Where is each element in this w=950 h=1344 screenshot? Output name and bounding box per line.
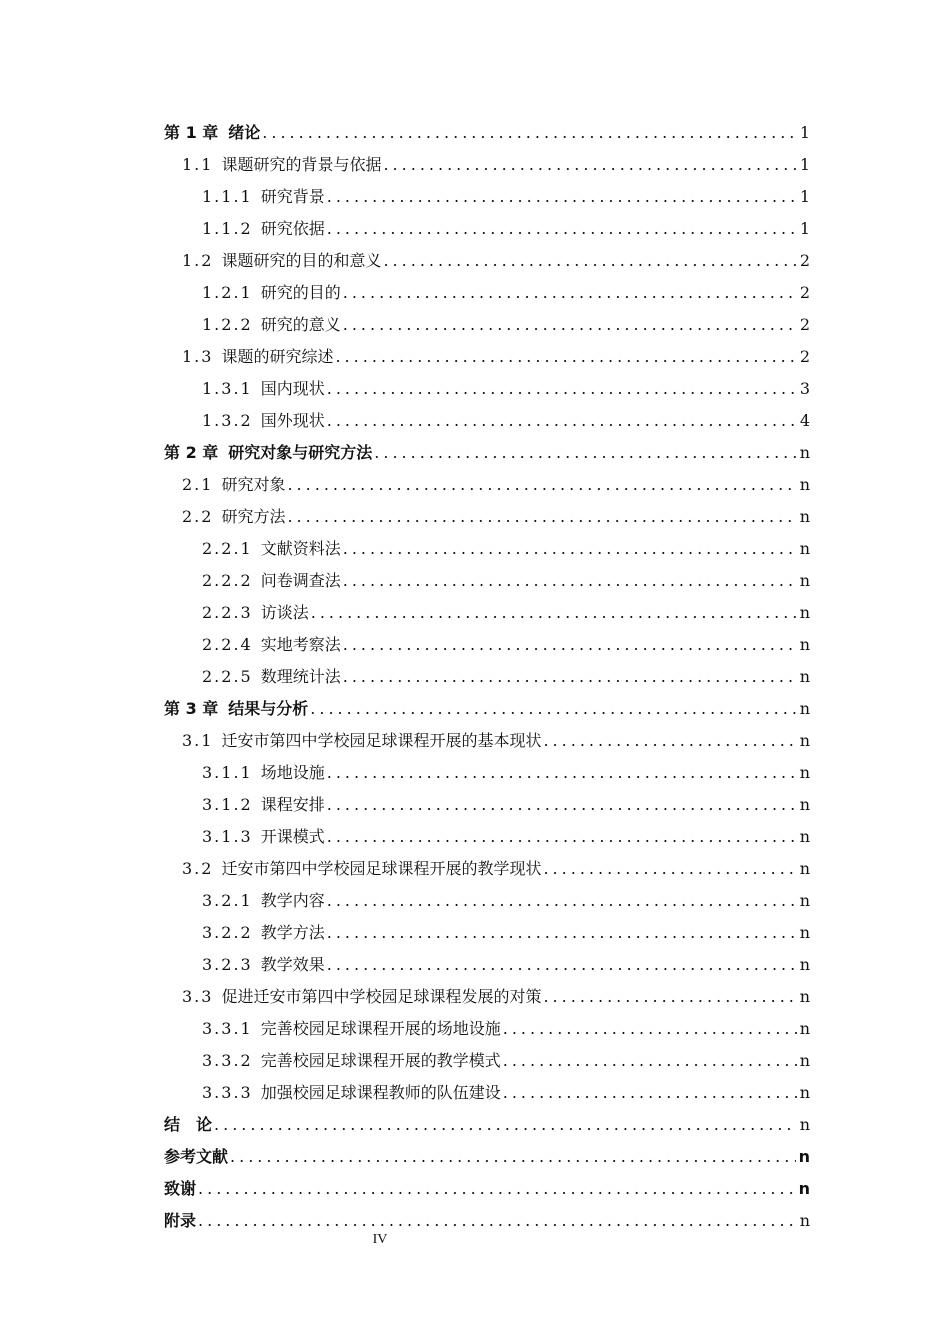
toc-entry[interactable]	[164, 1077, 810, 1109]
toc-entry[interactable]	[164, 277, 810, 309]
toc-dot-leader	[262, 117, 797, 149]
toc-entry[interactable]	[164, 885, 810, 917]
toc-entry-page: n	[799, 731, 810, 750]
toc-entry-title: 课题研究的目的和意义	[221, 251, 382, 270]
toc-entry-number: 3.3.3	[202, 1083, 253, 1102]
toc-dot-leader	[543, 725, 796, 757]
toc-entry-number: 3.2	[182, 859, 214, 878]
toc-entry-title: 开课模式	[260, 827, 325, 846]
toc-entry-page: n	[799, 1051, 810, 1070]
toc-entry-title: 研究对象	[221, 475, 286, 494]
toc-entry-number: 2.2.3	[202, 603, 253, 622]
toc-entry-page: n	[799, 827, 810, 846]
toc-entry-page: n	[799, 891, 810, 910]
toc-entry-title: 迁安市第四中学校园足球课程开展的基本现状	[221, 731, 542, 750]
toc-entry-title: 教学方法	[260, 923, 325, 942]
toc-entry-number: 2.2.4	[202, 635, 253, 654]
toc-entry[interactable]	[164, 373, 810, 405]
toc-dot-leader	[343, 533, 797, 565]
toc-entry-page: n	[799, 1083, 810, 1102]
toc-entry-number: 1.3.2	[202, 411, 253, 430]
toc-entry-page: n	[799, 475, 810, 494]
toc-dot-leader	[327, 181, 797, 213]
toc-entry-title: 致谢	[164, 1179, 197, 1198]
toc-entry-title: 研究的目的	[260, 283, 341, 302]
toc-entry-page: 2	[799, 347, 810, 366]
toc-dot-leader	[343, 277, 797, 309]
toc-entry-page: n	[799, 763, 810, 782]
toc-entry-page: 2	[799, 315, 810, 334]
toc-entry-title: 迁安市第四中学校园足球课程开展的教学现状	[221, 859, 542, 878]
toc-entry-title: 国内现状	[260, 379, 325, 398]
toc-entry[interactable]	[164, 341, 810, 373]
toc-entry-number: 3.2.1	[202, 891, 253, 910]
toc-dot-leader	[327, 373, 797, 405]
toc-entry[interactable]	[164, 245, 810, 277]
toc-dot-leader	[327, 789, 797, 821]
toc-entry-number: 3.3.1	[202, 1019, 253, 1038]
toc-entry[interactable]	[164, 1173, 810, 1205]
toc-entry-page: n	[799, 795, 810, 814]
toc-entry-title: 完善校园足球课程开展的场地设施	[260, 1019, 501, 1038]
toc-entry[interactable]	[164, 853, 810, 885]
toc-entry[interactable]	[164, 821, 810, 853]
toc-entry[interactable]	[164, 181, 810, 213]
toc-entry-title: 场地设施	[260, 763, 325, 782]
toc-entry-title: 绪论	[228, 123, 261, 142]
toc-entry-page: n	[799, 1211, 810, 1230]
toc-entry-title: 教学内容	[260, 891, 325, 910]
toc-entry-number: 1.1.2	[202, 219, 253, 238]
toc-entry[interactable]	[164, 1109, 810, 1141]
toc-entry[interactable]	[164, 725, 810, 757]
toc-entry-number: 1.1.1	[202, 187, 253, 206]
toc-entry-number: 3.1.3	[202, 827, 253, 846]
toc-entry-page: 4	[799, 411, 810, 430]
toc-entry-page: n	[799, 1019, 810, 1038]
toc-entry-number: 2.2.5	[202, 667, 253, 686]
toc-dot-leader	[327, 757, 797, 789]
toc-dot-leader	[343, 661, 797, 693]
toc-entry[interactable]	[164, 117, 810, 149]
toc-dot-leader	[543, 853, 796, 885]
toc-entry[interactable]	[164, 533, 810, 565]
toc-entry[interactable]	[164, 213, 810, 245]
toc-entry[interactable]	[164, 309, 810, 341]
toc-entry-number: 1.2.1	[202, 283, 253, 302]
toc-entry[interactable]	[164, 1141, 810, 1173]
toc-entry[interactable]	[164, 949, 810, 981]
toc-entry-title: 问卷调查法	[260, 571, 341, 590]
toc-entry[interactable]	[164, 757, 810, 789]
table-of-contents	[164, 117, 810, 1237]
toc-entry-page: 1	[799, 155, 810, 174]
toc-dot-leader	[374, 437, 796, 469]
toc-entry-title: 结果与分析	[228, 699, 309, 718]
toc-entry-title: 课题研究的背景与依据	[221, 155, 382, 174]
toc-entry-page: n	[799, 443, 810, 462]
toc-entry[interactable]	[164, 565, 810, 597]
toc-entry[interactable]	[164, 469, 810, 501]
toc-entry-number: 1.2.2	[202, 315, 253, 334]
toc-entry-title: 国外现状	[260, 411, 325, 430]
toc-dot-leader	[327, 213, 797, 245]
toc-entry-title: 促进迁安市第四中学校园足球课程发展的对策	[221, 987, 542, 1006]
toc-entry[interactable]	[164, 1013, 810, 1045]
toc-entry-number: 第 3 章	[164, 699, 219, 718]
toc-entry-title: 研究对象与研究方法	[228, 443, 373, 462]
toc-entry-number: 3.1	[182, 731, 214, 750]
toc-entry-page: n	[798, 1179, 810, 1198]
toc-entry[interactable]	[164, 693, 810, 725]
toc-entry-title: 加强校园足球课程教师的队伍建设	[260, 1083, 501, 1102]
toc-entry-title: 研究依据	[260, 219, 325, 238]
toc-dot-leader	[343, 565, 797, 597]
toc-dot-leader	[503, 1045, 797, 1077]
toc-entry-number: 3.1.1	[202, 763, 253, 782]
toc-entry-number: 3.2.3	[202, 955, 253, 974]
toc-entry[interactable]	[164, 1045, 810, 1077]
toc-entry-title: 实地考察法	[260, 635, 341, 654]
toc-entry-number: 1.2	[182, 251, 214, 270]
toc-entry-page: n	[799, 603, 810, 622]
toc-dot-leader	[383, 245, 796, 277]
toc-dot-leader	[287, 469, 796, 501]
toc-entry[interactable]	[164, 437, 810, 469]
toc-dot-leader	[343, 629, 797, 661]
toc-entry[interactable]	[164, 661, 810, 693]
toc-entry-title: 数理统计法	[260, 667, 341, 686]
toc-dot-leader	[503, 1013, 797, 1045]
toc-entry-number: 1.3.1	[202, 379, 253, 398]
toc-entry-title: 研究的意义	[260, 315, 341, 334]
toc-entry-page: n	[799, 699, 810, 718]
toc-entry-number: 3.3.2	[202, 1051, 253, 1070]
toc-entry-page: 2	[799, 283, 810, 302]
toc-entry-page: n	[799, 1115, 810, 1134]
toc-entry-number: 2.1	[182, 475, 214, 494]
toc-dot-leader	[327, 405, 797, 437]
toc-entry[interactable]	[164, 405, 810, 437]
toc-dot-leader	[310, 693, 796, 725]
toc-dot-leader	[198, 1173, 796, 1205]
toc-entry[interactable]	[164, 149, 810, 181]
toc-entry-page: n	[799, 571, 810, 590]
toc-entry-number: 3.1.2	[202, 795, 253, 814]
toc-entry-page: 3	[799, 379, 810, 398]
toc-entry-page: n	[799, 955, 810, 974]
toc-entry-page: n	[799, 539, 810, 558]
toc-entry-title: 教学效果	[260, 955, 325, 974]
toc-dot-leader	[311, 597, 797, 629]
toc-dot-leader	[327, 885, 797, 917]
toc-entry-page: n	[799, 987, 810, 1006]
toc-entry-title: 研究方法	[221, 507, 286, 526]
toc-entry-number: 1.1	[182, 155, 214, 174]
toc-entry-page: n	[799, 859, 810, 878]
toc-entry-title: 参考文献	[164, 1147, 229, 1166]
toc-entry-title: 文献资料法	[260, 539, 341, 558]
toc-entry-page: n	[799, 667, 810, 686]
toc-entry-page: n	[799, 923, 810, 942]
toc-entry[interactable]	[164, 597, 810, 629]
page-number: IV	[372, 1232, 388, 1247]
toc-entry-number: 3.2.2	[202, 923, 253, 942]
toc-entry-number: 2.2.1	[202, 539, 253, 558]
toc-entry[interactable]	[164, 789, 810, 821]
toc-entry-title: 结 论	[164, 1115, 213, 1134]
toc-entry-number: 第 2 章	[164, 443, 219, 462]
toc-entry-title: 课程安排	[260, 795, 325, 814]
toc-entry[interactable]	[164, 917, 810, 949]
toc-entry-page: n	[799, 507, 810, 526]
toc-dot-leader	[503, 1077, 797, 1109]
toc-entry-title: 研究背景	[260, 187, 325, 206]
toc-entry[interactable]	[164, 501, 810, 533]
toc-dot-leader	[327, 949, 797, 981]
toc-entry-number: 2.2	[182, 507, 214, 526]
toc-entry-number: 2.2.2	[202, 571, 253, 590]
toc-dot-leader	[214, 1109, 797, 1141]
toc-dot-leader	[287, 501, 796, 533]
toc-entry-number: 第 1 章	[164, 123, 219, 142]
toc-entry-number: 3.3	[182, 987, 214, 1006]
toc-entry-title: 附录	[164, 1211, 197, 1230]
toc-entry-page: 1	[799, 123, 810, 142]
toc-dot-leader	[230, 1141, 796, 1173]
toc-dot-leader	[335, 341, 796, 373]
toc-entry-page: 1	[799, 219, 810, 238]
toc-dot-leader	[543, 981, 796, 1013]
toc-entry-page: 2	[799, 251, 810, 270]
toc-dot-leader	[343, 309, 797, 341]
toc-entry-title: 课题的研究综述	[221, 347, 334, 366]
toc-entry[interactable]	[164, 981, 810, 1013]
toc-entry-title: 完善校园足球课程开展的教学模式	[260, 1051, 501, 1070]
toc-entry[interactable]	[164, 629, 810, 661]
toc-dot-leader	[327, 917, 797, 949]
toc-entry-page: n	[799, 635, 810, 654]
toc-entry-page: n	[798, 1147, 810, 1166]
toc-entry-number: 1.3	[182, 347, 214, 366]
toc-entry-page: 1	[799, 187, 810, 206]
toc-entry-title: 访谈法	[260, 603, 309, 622]
toc-dot-leader	[327, 821, 797, 853]
toc-dot-leader	[383, 149, 796, 181]
